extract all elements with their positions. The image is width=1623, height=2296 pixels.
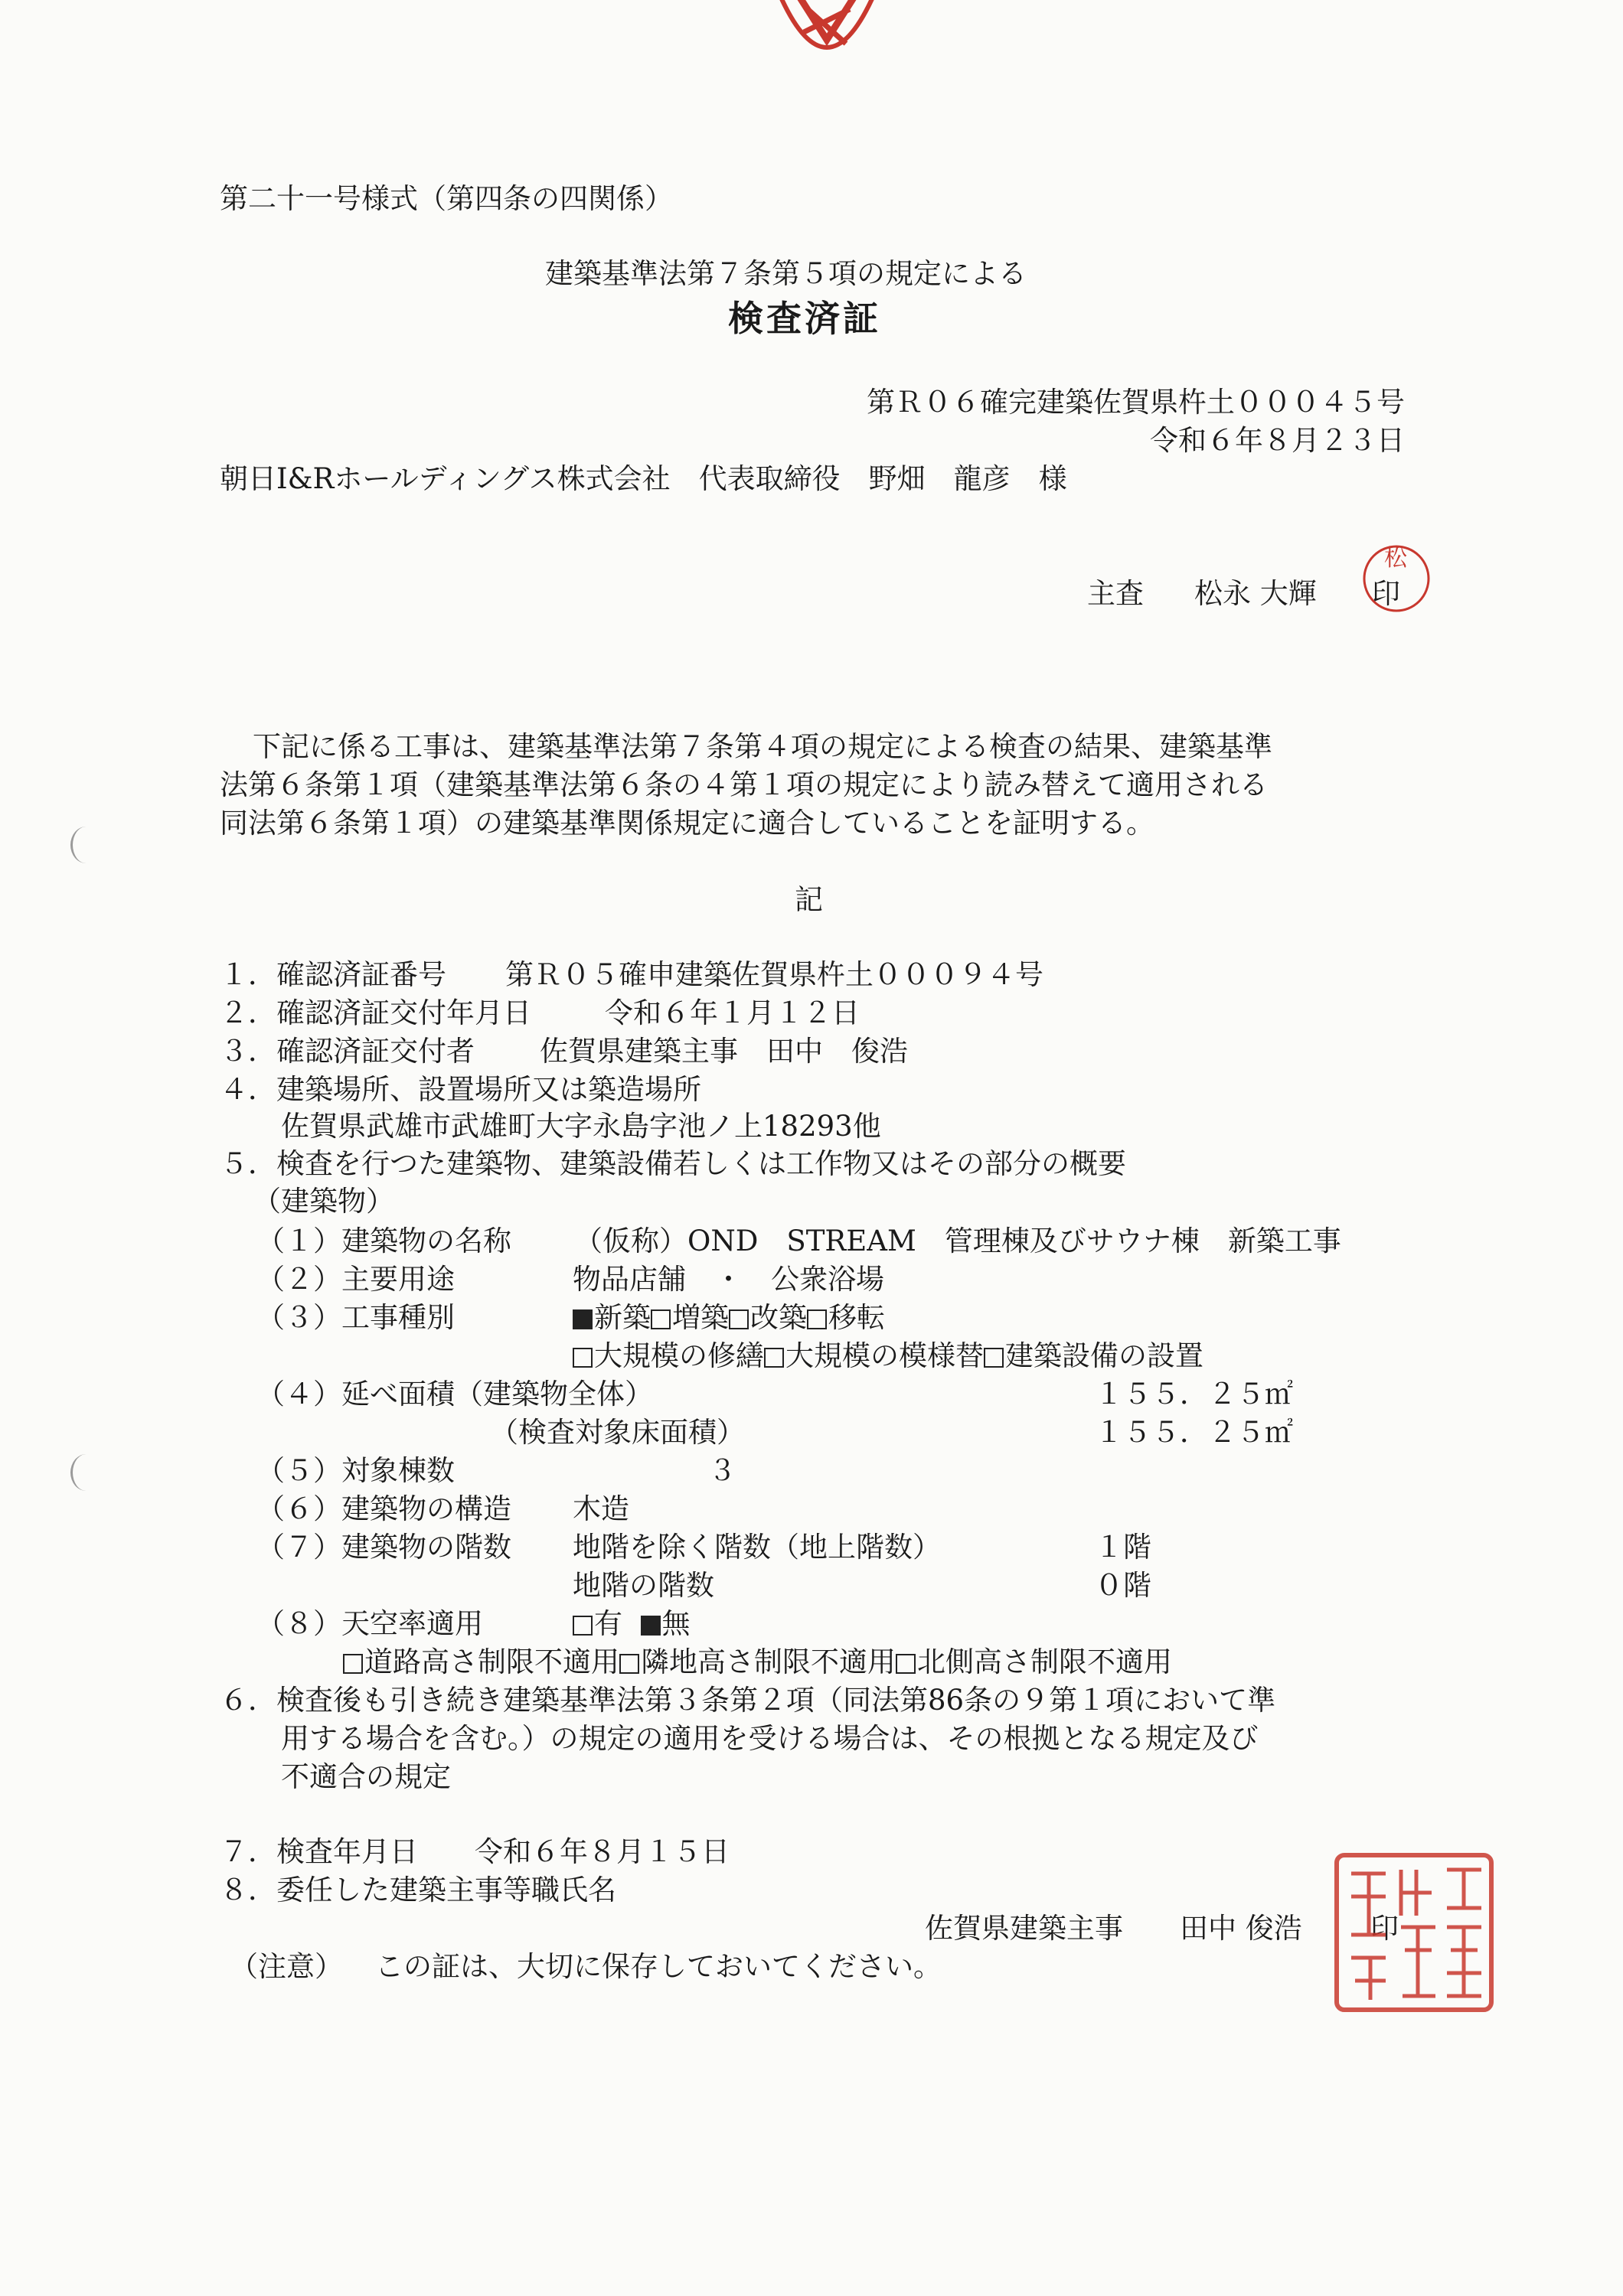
checkbox-setsubi bbox=[984, 1348, 1004, 1368]
item-4-label: ４．建築場所、設置場所又は築造場所 bbox=[220, 1073, 701, 1106]
item-2-value: 令和６年１月１２日 bbox=[605, 996, 860, 1029]
item-3-value: 佐賀県建築主事 田中 俊浩 bbox=[540, 1035, 908, 1068]
sub-4-label: （４）延べ面積（建築物全体） bbox=[256, 1378, 653, 1411]
item-8-label: ８．委任した建築主事等職氏名 bbox=[220, 1874, 616, 1906]
ki-heading: 記 bbox=[795, 883, 823, 916]
label-sky-yes: 有 bbox=[594, 1607, 622, 1640]
item-2-label: ２．確認済証交付年月日 bbox=[220, 996, 531, 1029]
work-type-row-1 bbox=[573, 1300, 885, 1336]
sub-7-below-label: 地階の階数 bbox=[573, 1569, 714, 1602]
sub-1-label: （１）建築物の名称 bbox=[256, 1225, 511, 1257]
sub-6-label: （６）建築物の構造 bbox=[256, 1492, 511, 1525]
item-8-seal-char: 印 bbox=[1370, 1912, 1399, 1945]
statement-line-2: 法第６条第１項（建築基準法第６条の４第１項の規定により読み替えて適用される bbox=[220, 768, 1268, 801]
note-text: この証は、大切に保存しておいてください。 bbox=[375, 1950, 942, 1983]
checkbox-moyougae bbox=[764, 1348, 784, 1368]
inspector-name: 松永 大輝 bbox=[1194, 577, 1317, 610]
form-number: 第二十一号様式（第四条の四関係） bbox=[220, 182, 673, 215]
label-adjacent-height: 隣地高さ制限不適用 bbox=[641, 1645, 896, 1678]
item-1-label: １．確認済証番号 bbox=[220, 958, 446, 991]
label-iten: 移転 bbox=[828, 1301, 885, 1334]
checkbox-kaichiku bbox=[729, 1309, 749, 1329]
checkbox-north-height bbox=[896, 1654, 916, 1674]
label-north-height: 北側高さ制限不適用 bbox=[917, 1645, 1172, 1678]
statement-line-3: 同法第６条第１項）の建築基準関係規定に適合していることを証明する。 bbox=[220, 807, 1154, 840]
punch-hole-mark-upper bbox=[70, 827, 102, 863]
punch-hole-mark-lower bbox=[70, 1454, 102, 1491]
sub-5-value: ３ bbox=[708, 1454, 736, 1487]
item-8-value: 佐賀県建築主事 田中 俊浩 bbox=[925, 1912, 1302, 1945]
sub-4-value: １５５．２５㎡ bbox=[1095, 1378, 1293, 1411]
label-shinchiku: 新築 bbox=[594, 1301, 651, 1334]
item-6-line-3: 不適合の規定 bbox=[281, 1760, 451, 1793]
checkbox-shuzen bbox=[573, 1348, 593, 1368]
sub-7-above-value: １階 bbox=[1095, 1531, 1151, 1564]
checkbox-adjacent-height bbox=[619, 1654, 639, 1674]
checkbox-road-height bbox=[343, 1654, 363, 1674]
checkbox-iten bbox=[807, 1309, 827, 1329]
checkbox-sky-yes bbox=[573, 1616, 593, 1636]
label-road-height: 道路高さ制限不適用 bbox=[364, 1645, 619, 1678]
inspector-seal-char: 印 bbox=[1372, 577, 1400, 610]
sub-7-above-label: 地階を除く階数（地上階数） bbox=[573, 1531, 941, 1564]
document-title: 検査済証 bbox=[728, 298, 881, 339]
issue-date: 令和６年８月２３日 bbox=[1150, 424, 1405, 457]
top-seal-stamp-icon bbox=[773, 0, 880, 86]
item-7-value: 令和６年８月１５日 bbox=[475, 1835, 730, 1868]
inspector-role: 主査 bbox=[1087, 577, 1144, 610]
sub-4b-label: （検査対象床面積） bbox=[490, 1416, 745, 1449]
item-6-line-1: ６．検査後も引き続き建築基準法第３条第２項（同法第86条の９第１項において準 bbox=[220, 1684, 1276, 1717]
item-6-line-2: 用する場合を含む。）の規定の適用を受ける場合は、その根拠となる規定及び bbox=[281, 1722, 1259, 1755]
sub-4b-value: １５５．２５㎡ bbox=[1095, 1416, 1293, 1449]
height-limit-row bbox=[343, 1644, 1172, 1681]
sub-2-label: （２）主要用途 bbox=[256, 1263, 455, 1296]
item-3-label: ３．確認済証交付者 bbox=[220, 1035, 475, 1068]
item-5-sub: （建築物） bbox=[253, 1185, 394, 1218]
label-shuzen: 大規模の修繕 bbox=[594, 1339, 764, 1372]
sub-5-label: （５）対象棟数 bbox=[256, 1454, 455, 1487]
sky-factor-row bbox=[573, 1606, 691, 1642]
checkbox-sky-no bbox=[641, 1616, 661, 1636]
label-kaichiku: 改築 bbox=[750, 1301, 807, 1334]
checkbox-zouchiku bbox=[651, 1309, 671, 1329]
statement-line-1: 下記に係る工事は、建築基準法第７条第４項の規定による検査の結果、建築基準 bbox=[253, 730, 1272, 763]
sub-1-value: （仮称）OND STREAM 管理棟及びサウナ棟 新築工事 bbox=[574, 1225, 1341, 1257]
certificate-number: 第Ｒ０６確完建築佐賀県杵土０００４５号 bbox=[867, 386, 1405, 419]
item-7-label: ７．検査年月日 bbox=[220, 1835, 418, 1868]
sub-6-value: 木造 bbox=[573, 1492, 629, 1525]
item-4-value: 佐賀県武雄市武雄町大字永島字池ノ上18293他 bbox=[281, 1110, 881, 1143]
label-setsubi: 建築設備の設置 bbox=[1005, 1339, 1203, 1372]
addressee: 朝日I&Rホールディングス株式会社 代表取締役 野畑 龍彦 様 bbox=[220, 462, 1067, 495]
law-basis-line: 建築基準法第７条第５項の規定による bbox=[545, 257, 1027, 290]
sub-8-label: （８）天空率適用 bbox=[256, 1607, 483, 1640]
label-zouchiku: 増築 bbox=[672, 1301, 729, 1334]
prefectural-seal-stamp-icon bbox=[1332, 1851, 1496, 2014]
label-moyougae: 大規模の模様替 bbox=[785, 1339, 984, 1372]
note-label: （注意） bbox=[230, 1950, 343, 1983]
label-sky-no: 無 bbox=[661, 1607, 691, 1640]
checkbox-shinchiku bbox=[573, 1309, 593, 1329]
item-5-label: ５．検査を行つた建築物、建築設備若しくは工作物又はその部分の概要 bbox=[220, 1147, 1126, 1180]
sub-7-label: （７）建築物の階数 bbox=[256, 1531, 511, 1564]
item-1-value: 第Ｒ０５確申建築佐賀県杵土０００９４号 bbox=[505, 958, 1043, 991]
sub-7-below-value: ０階 bbox=[1095, 1569, 1151, 1602]
sub-2-value: 物品店舗 ・ 公衆浴場 bbox=[573, 1263, 884, 1296]
inspector-seal-top-char: 松 bbox=[1384, 545, 1407, 572]
work-type-row-2 bbox=[573, 1338, 1203, 1375]
sub-3-label: （３）工事種別 bbox=[256, 1301, 455, 1334]
